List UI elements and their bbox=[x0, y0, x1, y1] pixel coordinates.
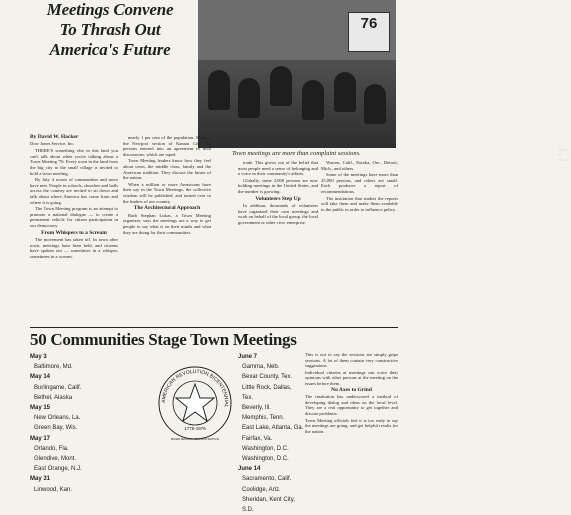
schedule-city: Glendive, Mont. bbox=[34, 456, 77, 463]
headline-line-2: To Thrash Out bbox=[59, 20, 161, 39]
paragraph: Town Meeting leaders know how they feel about town, the middle class, family and the American tradition. They discuss the future of the nation. bbox=[123, 158, 211, 181]
schedule-city: Bexar County, Tex. bbox=[242, 374, 293, 381]
paragraph: Some of the meetings have more than 25,000 persons, and others are small. Each produces a report of recommendations. bbox=[321, 172, 398, 194]
article-column-3 bbox=[238, 160, 318, 325]
paragraph: Town Meeting officials feel it is too early to say the meetings are going, and get helpful results for the nation. bbox=[305, 417, 398, 434]
schedule-city: Green Bay, Wis. bbox=[34, 425, 78, 432]
schedule-date: May 15 bbox=[30, 405, 51, 412]
photo-person bbox=[334, 72, 356, 112]
paragraph: In addition, thousands of volunteers have organized their own meetings and work on behalf of the local group, the local government or other civic enterprise. bbox=[238, 203, 318, 225]
schedule-city: New Orleans, La. bbox=[34, 415, 81, 422]
emblem-ring-text: AMERICAN REVOLUTION BICENTENNIAL bbox=[160, 368, 230, 408]
paragraph: The institution that studies the reports will take them and make them available to the public in order to influence policy. bbox=[321, 195, 398, 212]
paragraph: The institution has underscored a method of developing dialog and ideas on the local level. They are a real opportunity to get together and discuss problems. bbox=[305, 394, 398, 416]
town-meeting-schedule bbox=[30, 352, 398, 514]
paragraph: The movement has taken off. In town after town, meetings have been held, and citizens have spoken out — sometimes in a whisper, sometimes in a scream. bbox=[30, 237, 118, 259]
subhead: The Architectural Approach bbox=[133, 205, 201, 212]
paragraph: Individual citizens at meetings can voice their opinions with other persons at the meeting on the issues before them. bbox=[305, 369, 398, 386]
paragraph: Globally, some 2,000 persons are now holding meetings in the United States, and the number is growing. bbox=[238, 177, 318, 194]
paragraph: The Town Meeting program is an attempt to promote a national dialogue — to create a permanent vehicle for citizen participation in our democracy. bbox=[30, 206, 118, 228]
article-column-1 bbox=[30, 135, 118, 325]
paragraph: trade. This grows out of the belief that most people need a sense of belonging and a voice in their community's affairs. bbox=[238, 160, 318, 177]
schedule-city: Sacramento, Calif. bbox=[242, 476, 292, 483]
article-column-right bbox=[305, 352, 398, 435]
headline-line-3: America's Future bbox=[49, 40, 171, 59]
schedule-city: Orlando, Fla. bbox=[34, 445, 69, 452]
section-divider bbox=[30, 327, 398, 328]
byline-affiliation: Dow Jones Service, Inc. bbox=[30, 140, 75, 146]
sign-text: 76 bbox=[360, 15, 378, 32]
paragraph: Warren, Calif., Eureka, Ore., Detroit, Mich., and others. bbox=[321, 160, 398, 171]
headline bbox=[30, 0, 190, 60]
schedule-city: East Lake, Atlanta, Ga. bbox=[242, 425, 304, 432]
schedule-city: Washington, D.C. bbox=[242, 456, 289, 463]
paragraph: Ruth Stephan Lukas, a Town Meeting organizer, says the meetings are a way to get people to say what is on their minds and what they are doing for their communities. bbox=[123, 212, 211, 235]
emblem-years: 1776-1976 bbox=[184, 426, 206, 431]
photo-person bbox=[208, 70, 230, 110]
schedule-city: Coolidge, Ariz. bbox=[242, 486, 281, 493]
article-column-2 bbox=[123, 135, 211, 325]
subhead: No Axes to Grind bbox=[331, 386, 372, 393]
subhead: From Whispers to a Scream bbox=[41, 229, 107, 236]
schedule-city: Memphis, Tenn. bbox=[242, 415, 285, 422]
emblem-subtext: BICENTENNIAL ADMINISTRATION bbox=[171, 437, 219, 441]
paragraph: When a million or more Americans have their say in the Town Meetings, the collective wisdom will be published, and turned over to the leaders of our country. bbox=[123, 181, 211, 204]
section-banner: 50 Communities Stage Town Meetings bbox=[30, 330, 297, 349]
schedule-date: June 14 bbox=[238, 466, 261, 473]
schedule-city: Baltimore, Md. bbox=[34, 364, 73, 371]
paragraph: THERE'S something else in this land you can't talk about when you're talking about a Town Meeting '76. Every town in the land from the big city to the small village is invited to hold a town meeting. bbox=[30, 148, 118, 176]
photo-person bbox=[302, 80, 324, 120]
paragraph: This is not to say the sessions are simply gripe sessions. A lot of them contain very constructive suggestions. bbox=[305, 352, 398, 369]
schedule-date: May 3 bbox=[30, 354, 47, 360]
headline-line-1: Meetings Convene bbox=[46, 0, 174, 19]
byline: By David W. Hacker bbox=[30, 134, 79, 140]
schedule-column-left bbox=[30, 352, 150, 495]
paragraph: By July 4 scores of communities and more have met. People in schools, churches and halls across the country are invited to sit down and talk about where America has come from and where it is going. bbox=[30, 177, 118, 205]
schedule-city: Little Rock, Dallas, Tex. bbox=[242, 384, 292, 401]
schedule-date: June 7 bbox=[238, 354, 258, 360]
photo-caption: Town meetings are more than complaint sessions. bbox=[232, 150, 361, 157]
schedule-city: Bethel, Alaska bbox=[34, 394, 73, 401]
paragraph: nearly 1 per cent of the population. More in the Newport section of Kansas City. All persons entered into an agreement to hold discussions, which are taped. bbox=[123, 135, 211, 157]
subhead: Volunteers Step Up bbox=[255, 195, 301, 202]
schedule-city: Beverly, Ill. bbox=[242, 405, 271, 412]
schedule-city: East Orange, N.J. bbox=[34, 466, 82, 473]
bicentennial-emblem-icon bbox=[156, 364, 234, 442]
photo-person bbox=[364, 84, 386, 124]
schedule-date: May 17 bbox=[30, 435, 51, 442]
schedule-city: Gamma, Neb. bbox=[242, 364, 280, 371]
schedule-date: May 31 bbox=[30, 476, 51, 483]
schedule-city: Washington, D.C. bbox=[242, 445, 289, 452]
bicentennial-sign bbox=[348, 12, 390, 52]
schedule-column-middle bbox=[238, 352, 304, 515]
photo-credit: —Betty M. Hacker bbox=[558, 142, 571, 162]
article-column-4 bbox=[321, 160, 398, 325]
schedule-city: Linwood, Kan. bbox=[34, 486, 73, 493]
schedule-city: Burlingame, Calif. bbox=[34, 384, 82, 391]
photo-person bbox=[270, 66, 292, 106]
star-icon bbox=[176, 384, 214, 421]
schedule-city: Fairfax, Va. bbox=[242, 435, 273, 442]
schedule-city: Sheridan, Kent City, S.D. bbox=[242, 496, 295, 514]
photo-person bbox=[238, 78, 260, 118]
schedule-date: May 14 bbox=[30, 374, 51, 381]
